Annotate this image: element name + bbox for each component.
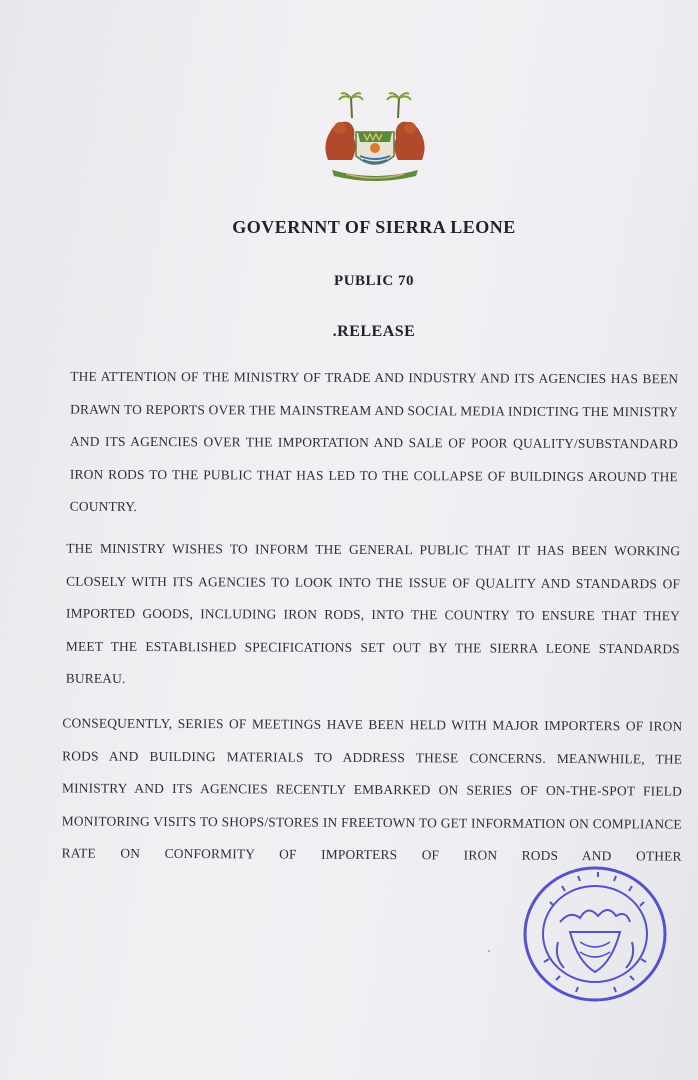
coat-of-arms-icon [318, 90, 432, 186]
paragraph-2: THE MINISTRY WISHES TO INFORM THE GENERAL PUBLIC THAT IT HAS BEEN WORKING CLOSELY WITH ITS AGENCIES TO LOOK INTO THE ISSUE OF QUALITY AND STANDARDS OF IMPORTED GOODS, INCLUDING IRON RODS, INTO THE COUNTRY TO ENSURE THAT THEY MEET THE ESTABLISHED SPECIFICATIONS SET OUT BY THE SIERRA LEONE STANDARDS BUREAU. [65, 540, 681, 686]
paragraph-1: THE ATTENTION OF THE MINISTRY OF TRADE AND INDUSTRY AND ITS AGENCIES HAS BEEN DRAWN TO REPORTS OVER THE MAINSTREAM AND SOCIAL MEDIA INDICTING THE MINISTRY AND ITS AGENCIES OVER THE IMPORTATION AND SALE OF POOR QUALITY/SUBSTANDARD IRON RODS TO THE PUBLIC THAT HAS LED TO THE COLLAPSE OF BUILDINGS AROUND THE COUNTRY. [69, 368, 679, 514]
paragraph-3: CONSEQUENTLY, SERIES OF MEETINGS HAVE BEEN HELD WITH MAJOR IMPORTERS OF IRON RODS AND BUILDING MATERIALS TO ADDRESS THESE CONCERNS. MEANWHILE, THE MINISTRY AND ITS AGENCIES RECENTLY EMBARKED ON SERIES OF ON-THE-SPOT FIELD MONITORING VISITS TO SHOPS/STORES IN FREETOWN TO GET INFORMATION ON COMPLIANCE RATE ON CONFORMITY OF IMPORTERS OF IRON RODS AND OTHER [61, 715, 683, 864]
document-subheading: PUBLIC 70 [334, 273, 414, 289]
document-heading: GOVERNNT OF SIERRA LEONE [232, 217, 516, 237]
document-subheading-release: .RELEASE [332, 323, 416, 340]
ministry-stamp-icon [520, 862, 670, 1007]
speck [488, 950, 490, 952]
